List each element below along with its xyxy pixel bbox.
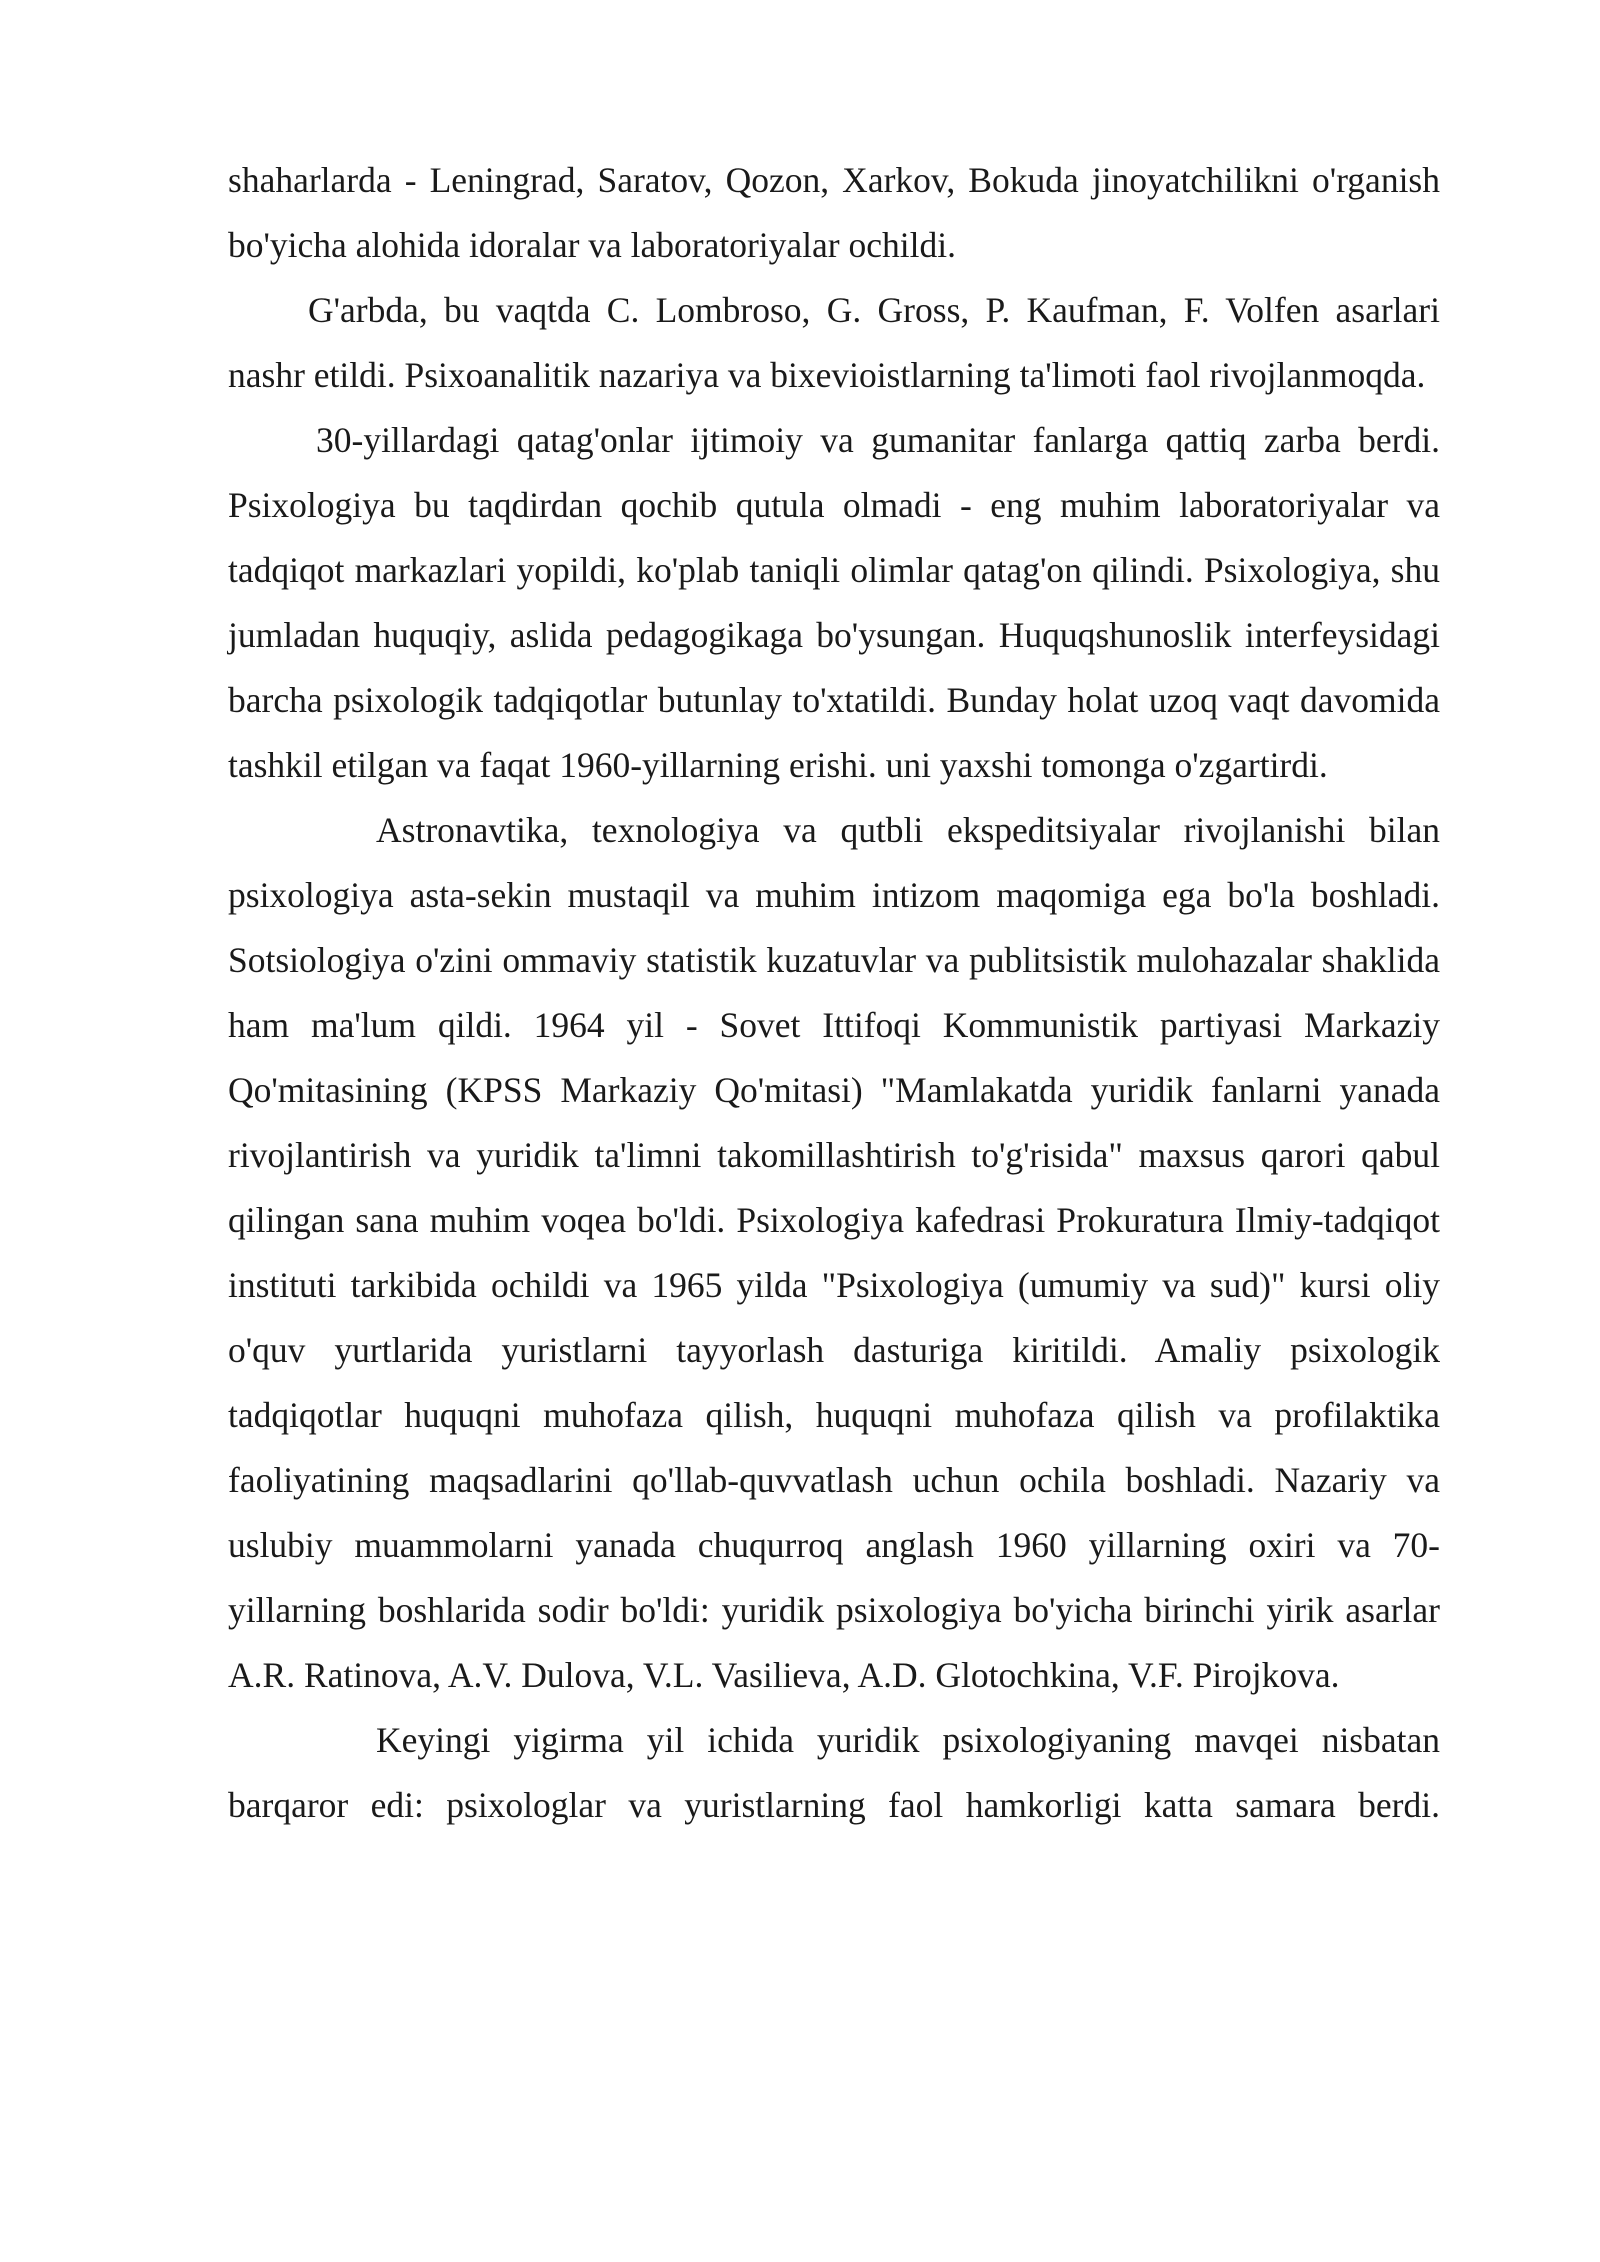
document-body (228, 148, 1440, 1838)
paragraph-1: shaharlarda - Leningrad, Saratov, Qozon, Xarkov, Bokuda jinoyatchilikni o'rganish bo'yicha alohida idoralar va laboratoriyalar ochildi. (228, 160, 1440, 265)
paragraph-2: G'arbda, bu vaqtda C. Lombroso, G. Gross, P. Kaufman, F. Volfen asarlari nashr etildi. Psixoanalitik nazariya va bixevioistlarning ta'limoti faol rivojlanmoqda. (228, 290, 1440, 395)
paragraph-5: Keyingi yigirma yil ichida yuridik psixologiyaning mavqei nisbatan barqaror edi: psixologlar va yuristlarning faol hamkorligi katta samara berdi. (228, 1720, 1440, 1825)
paragraph-3: 30-yillardagi qatag'onlar ijtimoiy va gumanitar fanlarga qattiq zarba berdi. Psixologiya bu taqdirdan qochib qutula olmadi - eng muhim laboratoriyalar va tadqiqot markazlari yopildi, ko'plab taniqli olimlar qatag'on qilindi. Psixologiya, shu jumladan huquqiy, aslida pedagogikaga bo'ysungan. Huquqshunoslik interfeysidagi barcha psixologik tadqiqotlar butunlay to'xtatildi. Bunday holat uzoq vaqt davomida tashkil etilgan va faqat 1960-yillarning erishi. uni yaxshi tomonga o'zgartirdi. (228, 420, 1440, 785)
paragraph-4: Astronavtika, texnologiya va qutbli ekspeditsiyalar rivojlanishi bilan psixologiya asta-sekin mustaqil va muhim intizom maqomiga ega bo'la boshladi. Sotsiologiya o'zini ommaviy statistik kuzatuvlar va publitsistik mulohazalar shaklida ham ma'lum qildi. 1964 yil - Sovet Ittifoqi Kommunistik partiyasi Markaziy Qo'mitasining (KPSS Markaziy Qo'mitasi) "Mamlakatda yuridik fanlarni yanada rivojlantirish va yuridik ta'limni takomillashtirish to'g'risida" maxsus qarori qabul qilingan sana muhim voqea bo'ldi. Psixologiya kafedrasi Prokuratura Ilmiy-tadqiqot instituti tarkibida ochildi va 1965 yilda "Psixologiya (umumiy va sud)" kursi oliy o'quv yurtlarida yuristlarni tayyorlash dasturiga kiritildi. Amaliy psixologik tadqiqotlar huquqni muhofaza qilish, huquqni muhofaza qilish va profilaktika faoliyatining maqsadlarini qo'llab-quvvatlash uchun ochila boshladi. Nazariy va uslubiy muammolarni yanada chuqurroq anglash 1960 yillarning oxiri va 70-yillarning boshlarida sodir bo'ldi: yuridik psixologiya bo'yicha birinchi yirik asarlar A.R. Ratinova, A.V. Dulova, V.L. Vasilieva, A.D. Glotochkina, V.F. Pirojkova. (228, 810, 1440, 1695)
